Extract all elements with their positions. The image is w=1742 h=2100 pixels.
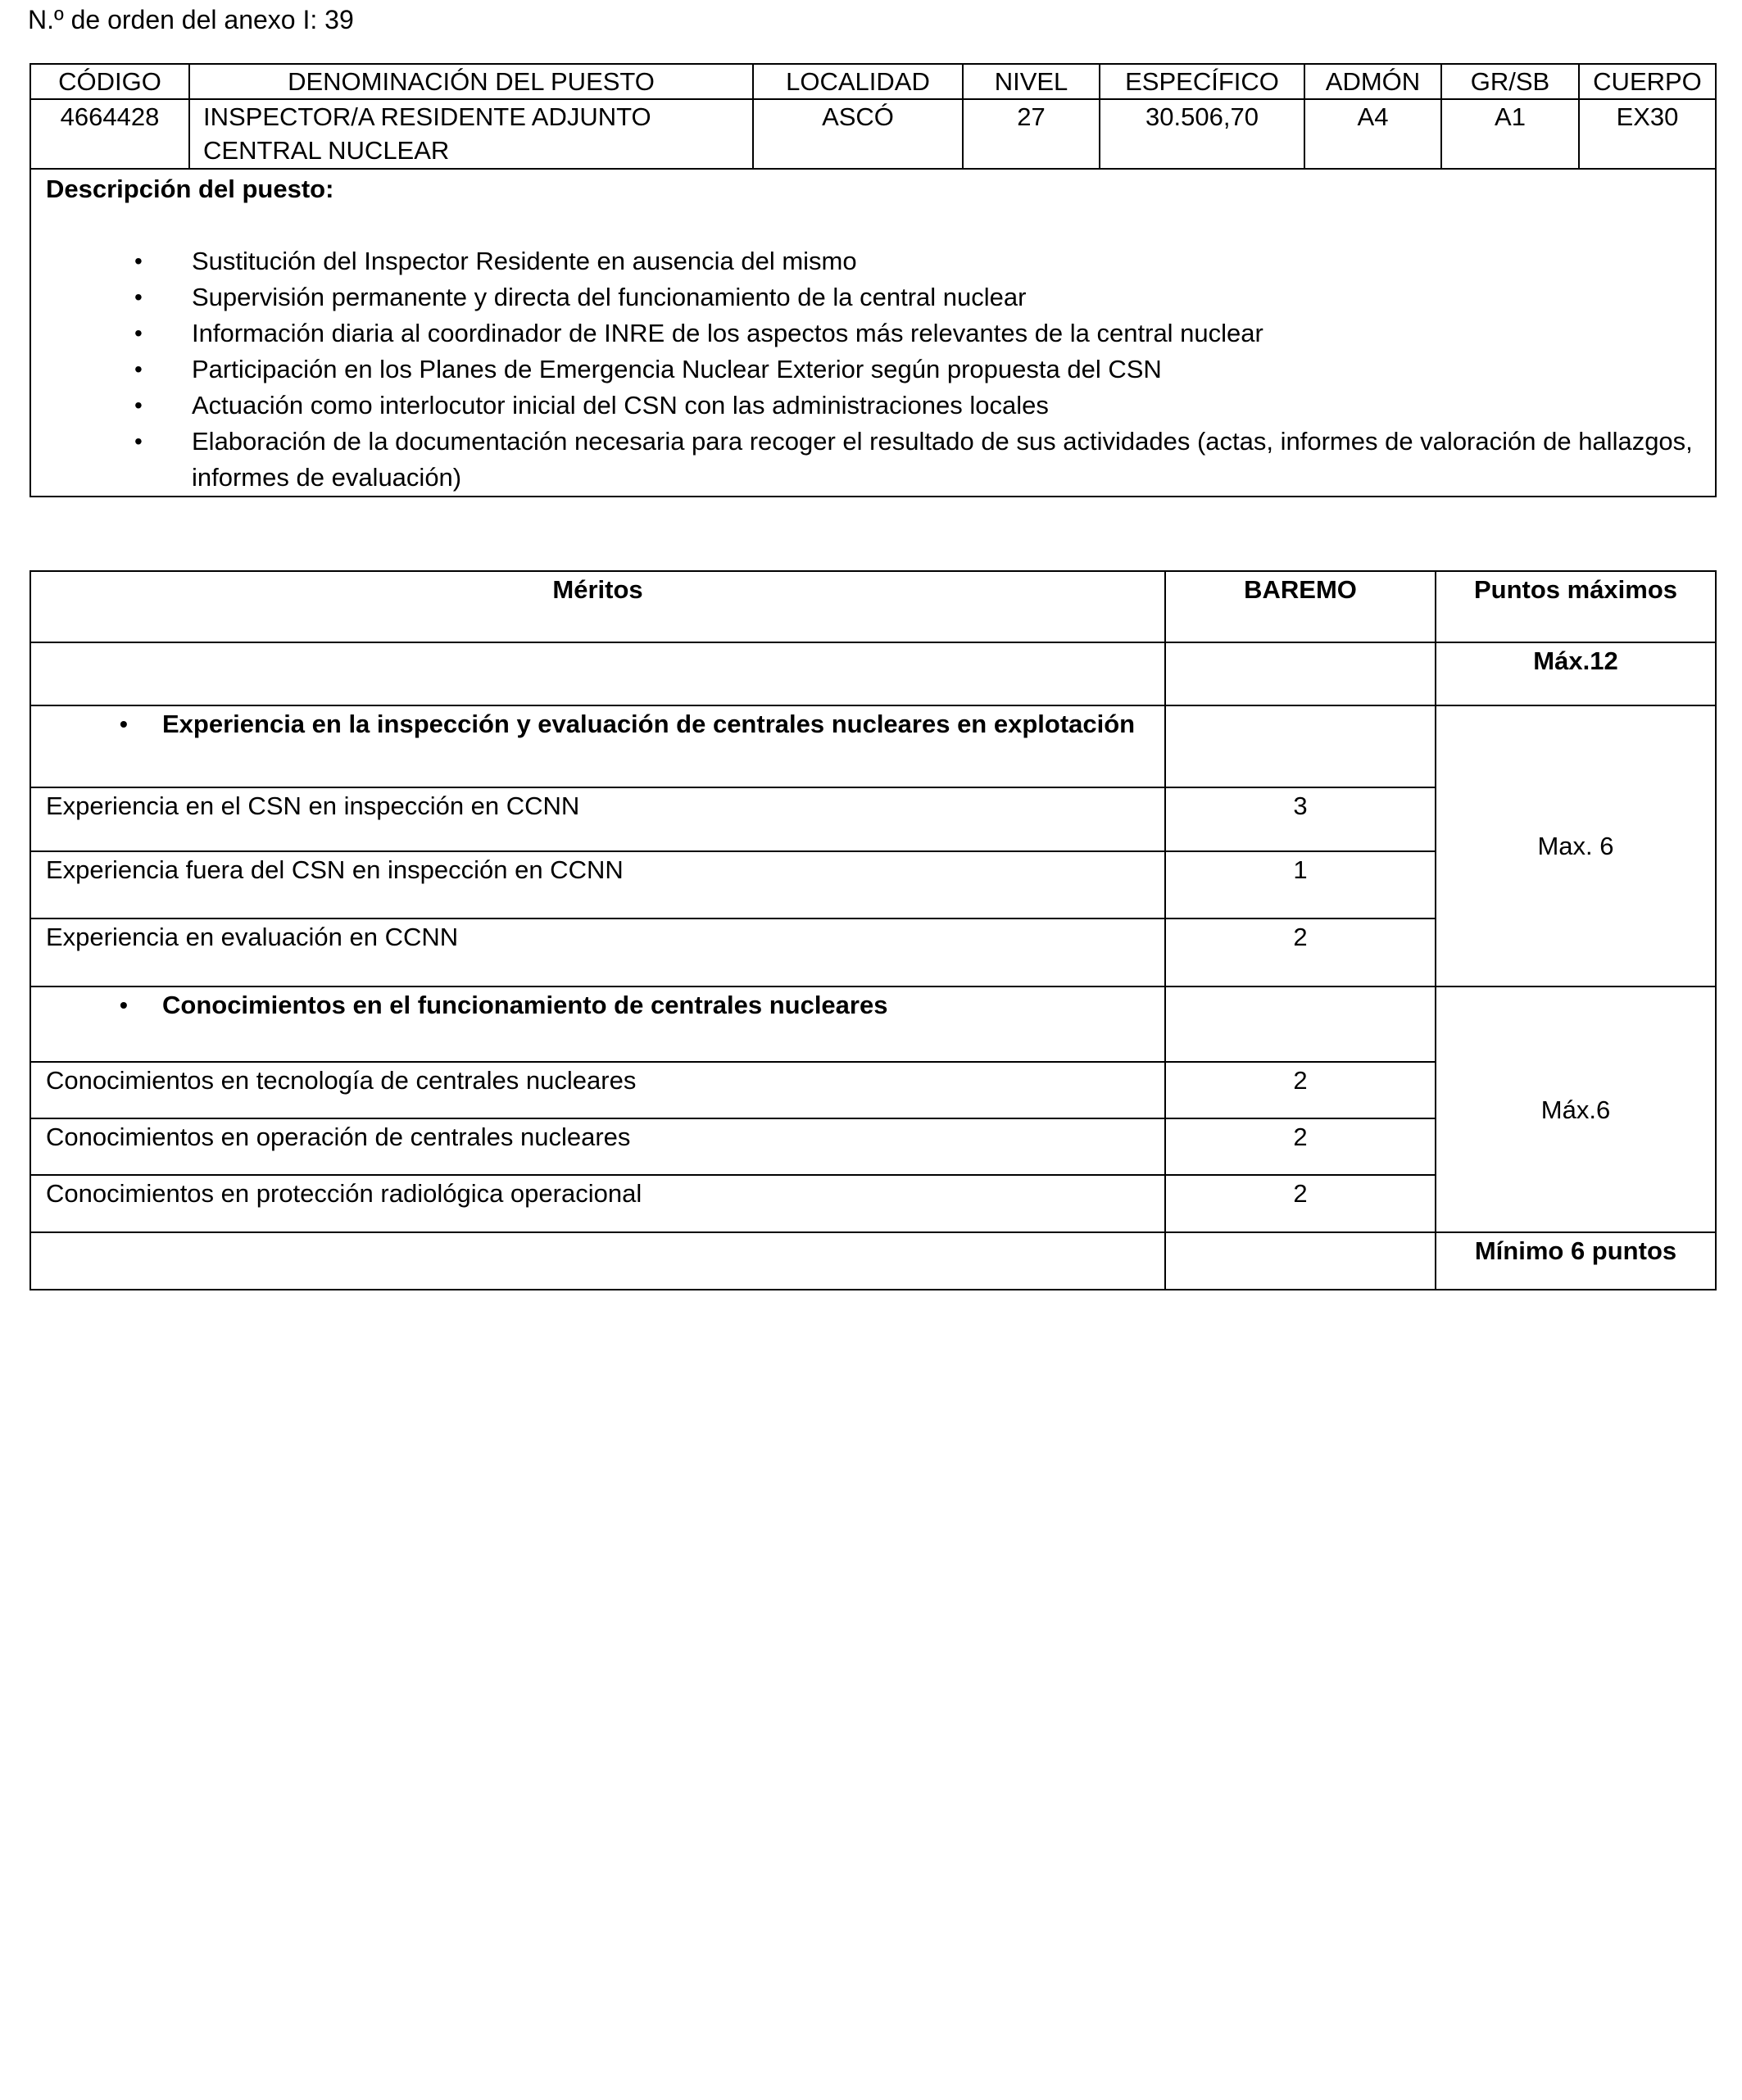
value-admon: A4 — [1304, 99, 1441, 169]
empty-cell — [30, 642, 1165, 705]
bullet-icon: • — [134, 392, 143, 418]
empty-cell — [1165, 705, 1436, 787]
merit-label: Experiencia en el CSN en inspección en CCNN — [30, 787, 1165, 851]
header-localidad: LOCALIDAD — [753, 64, 963, 99]
bullet-icon: • — [120, 992, 128, 1018]
value-cuerpo: EX30 — [1579, 99, 1716, 169]
section-header-row — [30, 987, 1716, 1062]
empty-cell — [30, 1232, 1165, 1290]
description-item — [46, 352, 1715, 388]
annex-order-title: N.º de orden del anexo I: 39 — [28, 5, 354, 34]
bullet-icon: • — [134, 284, 143, 310]
description-item-text: Información diaria al coordinador de INRE de los aspectos más relevantes de la central nuclear — [192, 319, 1263, 347]
bullet-icon: • — [134, 429, 143, 454]
section-header-row — [30, 705, 1716, 787]
description-item — [46, 424, 1715, 496]
merits-minimum-row — [30, 1232, 1716, 1290]
section-max-conocimientos: Máx.6 — [1436, 987, 1716, 1232]
description-item — [46, 388, 1715, 424]
header-denominacion: DENOMINACIÓN DEL PUESTO — [189, 64, 753, 99]
empty-cell — [1165, 987, 1436, 1062]
description-item-text: Sustitución del Inspector Residente en ausencia del mismo — [192, 247, 857, 275]
section-title-experiencia: • Experiencia en la inspección y evaluación de centrales nucleares en explotación — [30, 705, 1165, 787]
header-meritos: Méritos — [30, 571, 1165, 642]
header-nivel: NIVEL — [963, 64, 1100, 99]
merit-label: Experiencia fuera del CSN en inspección en CCNN — [30, 851, 1165, 918]
merit-baremo: 1 — [1165, 851, 1436, 918]
value-codigo: 4664428 — [30, 99, 189, 169]
empty-cell — [1165, 1232, 1436, 1290]
header-puntos-maximos: Puntos máximos — [1436, 571, 1716, 642]
header-especifico: ESPECÍFICO — [1100, 64, 1304, 99]
merit-label: Conocimientos en operación de centrales nucleares — [30, 1118, 1165, 1175]
empty-cell — [1165, 642, 1436, 705]
section-title-conocimientos: • Conocimientos en el funcionamiento de centrales nucleares — [30, 987, 1165, 1062]
total-max-points: Máx.12 — [1436, 642, 1716, 705]
header-admon: ADMÓN — [1304, 64, 1441, 99]
merit-baremo: 3 — [1165, 787, 1436, 851]
bullet-icon: • — [134, 356, 143, 382]
section-max-experiencia: Max. 6 — [1436, 705, 1716, 987]
description-item-text: Participación en los Planes de Emergencia Nuclear Exterior según propuesta del CSN — [192, 355, 1162, 383]
merit-baremo: 2 — [1165, 1175, 1436, 1232]
description-list — [46, 243, 1715, 496]
bullet-icon: • — [134, 320, 143, 346]
merit-label: Conocimientos en tecnología de centrales nucleares — [30, 1062, 1165, 1118]
description-item-text: Actuación como interlocutor inicial del CSN con las administraciones locales — [192, 391, 1049, 420]
bullet-icon: • — [120, 711, 128, 737]
value-denominacion: INSPECTOR/A RESIDENTE ADJUNTO CENTRAL NUCLEAR — [189, 99, 753, 169]
merit-baremo: 2 — [1165, 918, 1436, 987]
job-header-row — [30, 64, 1716, 99]
merit-baremo: 2 — [1165, 1062, 1436, 1118]
description-item — [46, 279, 1715, 315]
merit-baremo: 2 — [1165, 1118, 1436, 1175]
merit-label: Conocimientos en protección radiológica operacional — [30, 1175, 1165, 1232]
header-baremo: BAREMO — [1165, 571, 1436, 642]
header-codigo: CÓDIGO — [30, 64, 189, 99]
merit-label: Experiencia en evaluación en CCNN — [30, 918, 1165, 987]
header-grsb: GR/SB — [1441, 64, 1579, 99]
minimum-points: Mínimo 6 puntos — [1436, 1232, 1716, 1290]
value-especifico: 30.506,70 — [1100, 99, 1304, 169]
description-title: Descripción del puesto: — [46, 175, 334, 203]
merits-table — [29, 570, 1717, 1290]
description-item-text: Elaboración de la documentación necesaria para recoger el resultado de sus actividades (actas, informes de valoración de hallazgos, informes de evaluación) — [192, 427, 1693, 492]
value-grsb: A1 — [1441, 99, 1579, 169]
merits-total-row — [30, 642, 1716, 705]
description-row — [30, 169, 1716, 497]
bullet-icon: • — [134, 248, 143, 274]
job-position-table — [29, 63, 1717, 497]
description-item — [46, 243, 1715, 279]
description-item-text: Supervisión permanente y directa del funcionamiento de la central nuclear — [192, 283, 1027, 311]
description-cell — [30, 169, 1716, 497]
value-nivel: 27 — [963, 99, 1100, 169]
description-item — [46, 315, 1715, 352]
value-localidad: ASCÓ — [753, 99, 963, 169]
job-values-row — [30, 99, 1716, 169]
header-cuerpo: CUERPO — [1579, 64, 1716, 99]
merits-header-row — [30, 571, 1716, 642]
